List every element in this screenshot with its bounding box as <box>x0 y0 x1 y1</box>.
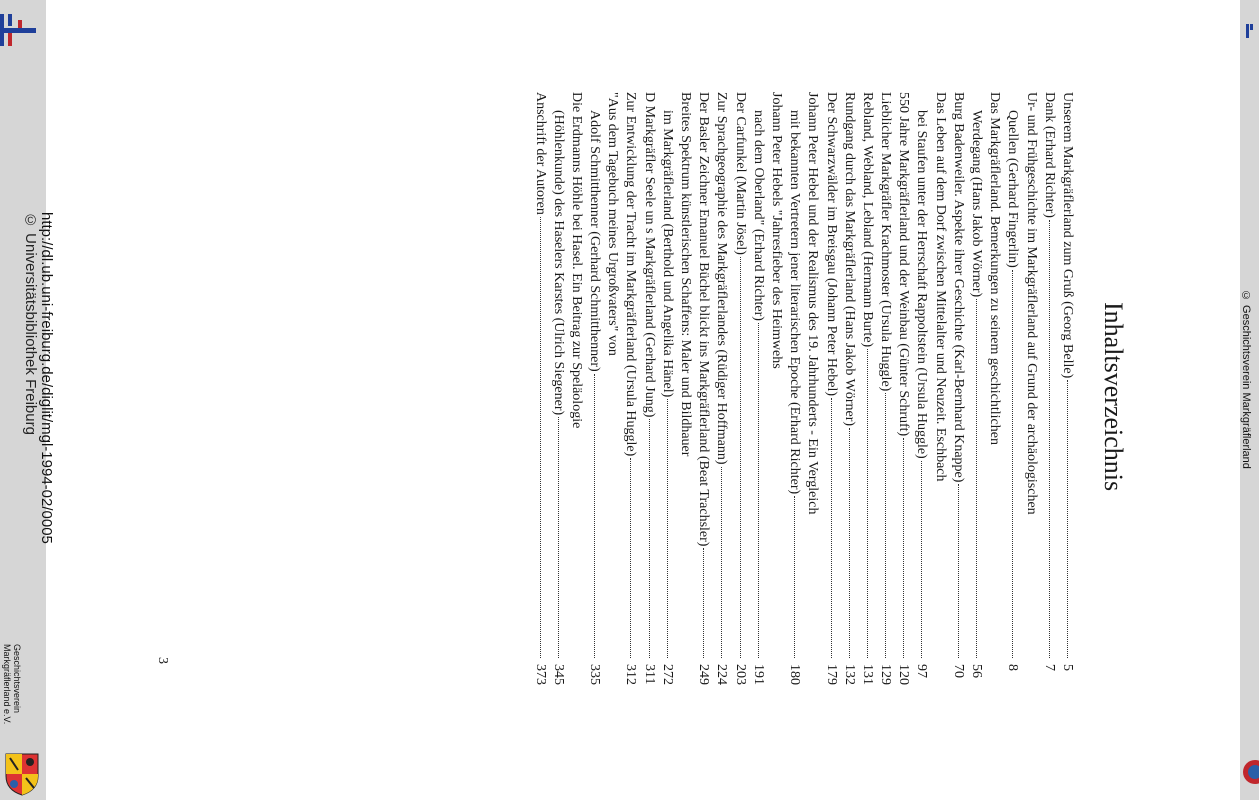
toc-leader-dots <box>558 417 560 658</box>
toc-entry <box>894 92 912 692</box>
toc-entry <box>767 92 785 692</box>
toc-leader-dots <box>758 323 760 658</box>
toc-leader-dots <box>903 438 905 658</box>
toc-leader-dots <box>849 428 851 658</box>
right-copyright-text: © Geschichtsverein Markgräflerland <box>1240 290 1252 469</box>
toc-leader-dots <box>721 467 723 658</box>
toc-entry-text: Rebland, Webland, Lebland (Hermann Burte) <box>859 92 875 348</box>
toc-leader-dots <box>976 299 978 658</box>
right-crest-icon <box>1241 752 1259 792</box>
toc-entry-page: 7 <box>1041 664 1057 671</box>
toc-entry <box>549 92 567 692</box>
toc-entry <box>985 92 1003 692</box>
toc-entry-page: 120 <box>896 664 912 685</box>
toc-entry-page: 311 <box>641 664 657 685</box>
toc-entry-text: Johann Peter Hebel und der Realismus des 19. Jahrhunderts - Ein Vergleich <box>805 92 821 515</box>
toc-entry-text: Das Markgräflerland. Bemerkungen zu seinem geschichtlichen <box>987 92 1003 445</box>
page-title: Inhaltsverzeichnis <box>1099 302 1128 492</box>
toc-entry <box>1058 92 1076 692</box>
toc-entry-text: 550 Jahre Markgräflerland und der Weinbau (Günter Schruft) <box>896 92 912 437</box>
toc-entry-page: 70 <box>950 664 966 678</box>
toc-entry-text: "Aus dem Tagebuch meines Urgroßvaters" von <box>605 92 621 356</box>
toc-entry <box>567 92 585 692</box>
toc-entry-text: Unserem Markgräflerland zum Gruß (Georg Belle) <box>1060 92 1075 379</box>
toc-entry <box>603 92 621 692</box>
toc-entry <box>821 92 839 692</box>
page-number: 3 <box>155 657 170 664</box>
toc-entry-text: (Höhlenkunde) des Haselers Karstes (Ulrich Siegener) <box>550 110 566 416</box>
toc-entry-text: Johann Peter Hebels "Jahresfieber des Heimwehs <box>769 92 784 369</box>
toc-entry-page: 180 <box>787 664 803 685</box>
toc-entry-text: Adolf Schmitthenner (Gerhard Schmitthenner) <box>587 110 603 372</box>
toc-entry-text: Werdegang (Hans Jakob Wörner) <box>969 110 985 298</box>
toc-entry <box>949 92 967 692</box>
toc-leader-dots <box>1049 220 1051 658</box>
toc-entry <box>585 92 603 692</box>
toc-leader-dots <box>1012 270 1014 658</box>
toc-entry-text: Quellen (Gerhard Fingerlin) <box>1005 110 1021 268</box>
right-logo-icon <box>1244 22 1254 40</box>
toc-entry-page: 345 <box>550 664 566 685</box>
toc-entry-text: mit bekannten Vertretern jener literarischen Epoche (Erhard Richter) <box>787 110 803 495</box>
toc-entry <box>1003 92 1021 692</box>
toc-leader-dots <box>885 393 887 658</box>
university-library-logo-icon <box>0 10 40 50</box>
toc-entry-text: nach dem Oberland" (Erhard Richter) <box>750 110 766 321</box>
toc-entry-page: 8 <box>1005 664 1021 671</box>
toc-entry <box>840 92 858 692</box>
toc-entry-page: 203 <box>732 664 748 685</box>
toc-entry <box>712 92 730 692</box>
toc-leader-dots <box>540 217 542 658</box>
toc-entry-page: 131 <box>859 664 875 685</box>
toc-entry-text: Der Basler Zeichner Emanuel Büchel blickt ins Markgräflerland (Beat Trachsler) <box>696 92 712 547</box>
publisher-line-2: Markgräflerland e.V. <box>2 644 12 725</box>
publisher-line-1: Geschichtsverein <box>12 644 22 714</box>
publisher-label <box>2 644 22 724</box>
toc-entry-text: Das Leben auf dem Dorf zwischen Mittelalter und Neuzeit. Eschbach <box>932 92 948 482</box>
toc-leader-dots <box>667 399 669 658</box>
toc-entry-page: 132 <box>841 664 857 685</box>
toc-leader-dots <box>631 458 633 658</box>
toc-entry-page: 179 <box>823 664 839 685</box>
toc-entry-text: Rundgang durch das Markgräflerland (Hans Jakob Wörner) <box>841 92 857 427</box>
toc-entry-text: Lieblicher Markgräfler Krachmoster (Ursula Huggle) <box>878 92 894 392</box>
toc-entry-text: bei Staufen unter der Herrschaft Rappoltstein (Ursula Huggle) <box>914 110 930 459</box>
toc-entry-text: D Markgräfler Seele un s Markgräflerland (Gerhard Jung) <box>641 92 657 418</box>
toc-entry <box>912 92 930 692</box>
toc-entry <box>749 92 767 692</box>
document-url-footer <box>22 212 54 544</box>
toc-entry-text: Zur Sprachgeographie des Markgräflerlandes (Rüdiger Hoffmann) <box>714 92 730 465</box>
toc-entry <box>858 92 876 692</box>
document-url-link[interactable]: http://dl.ub.uni-freiburg.de/diglit/mgl-1994-02/0005 <box>38 212 55 544</box>
toc-entry-text: Dank (Erhard Richter) <box>1041 92 1057 218</box>
toc-entry-text: im Markgräflerland (Berthold und Angelika Hänel) <box>659 110 675 398</box>
toc-entry-text: Burg Badenweiler. Aspekte ihrer Geschichte (Karl-Bernhard Knappe) <box>950 92 966 483</box>
toc-leader-dots <box>703 548 705 658</box>
toc-leader-dots <box>794 496 796 658</box>
toc-entry <box>785 92 803 692</box>
toc-leader-dots <box>867 349 869 658</box>
toc-entry-page: 191 <box>750 664 766 685</box>
toc-entry <box>530 92 548 692</box>
copyright-text: © Universitätsbibliothek Freiburg <box>22 212 39 435</box>
toc-entry <box>676 92 694 692</box>
toc-entry-text: Breites Spektrum künstlerischen Schaffens: Maler und Bildhauer <box>678 92 694 457</box>
toc-entry-text: Anschrift der Autoren <box>532 92 548 215</box>
coat-of-arms-icon <box>4 752 40 796</box>
toc-entry <box>931 92 949 692</box>
toc-entry-page: 249 <box>696 664 712 685</box>
toc-entry-text: Der Schwarzwälder im Breisgau (Johann Peter Hebel) <box>823 92 839 397</box>
toc-entry-page: 272 <box>659 664 675 685</box>
toc-leader-dots <box>922 461 924 658</box>
toc-leader-dots <box>831 398 833 658</box>
toc-entry <box>621 92 639 692</box>
toc-entry-page: 5 <box>1060 664 1075 671</box>
toc-entry-text: Zur Entwicklung der Tracht im Markgräflerland (Ursula Huggle) <box>623 92 639 457</box>
toc-leader-dots <box>649 419 651 658</box>
toc-entry-page: 373 <box>532 664 548 685</box>
toc-entry-text: Der Carfunkel (Martin Jösel) <box>732 92 748 255</box>
toc-entry-text: Ur- und Frühgeschichte im Markgräflerland auf Grund der archäologischen <box>1023 92 1039 515</box>
toc-entry <box>640 92 658 692</box>
toc-entry <box>803 92 821 692</box>
toc-leader-dots <box>594 374 596 658</box>
toc-list <box>530 92 1076 692</box>
toc-entry-page: 335 <box>587 664 603 685</box>
toc-leader-dots <box>958 484 960 658</box>
toc-entry <box>876 92 894 692</box>
toc-entry <box>967 92 985 692</box>
toc-entry <box>1021 92 1039 692</box>
toc-entry <box>730 92 748 692</box>
toc-entry-page: 312 <box>623 664 639 685</box>
toc-entry-page: 97 <box>914 664 930 678</box>
toc-entry-page: 224 <box>714 664 730 685</box>
toc-entry-page: 129 <box>878 664 894 685</box>
toc-entry-text: Die Erdmanns Höhle bei Hasel. Ein Beitrag zur Speläologie <box>568 92 584 429</box>
toc-entry <box>1040 92 1058 692</box>
toc-entry <box>694 92 712 692</box>
toc-leader-dots <box>740 257 742 658</box>
toc-entry <box>658 92 676 692</box>
toc-entry-page: 56 <box>969 664 985 678</box>
toc-leader-dots <box>1067 380 1069 658</box>
